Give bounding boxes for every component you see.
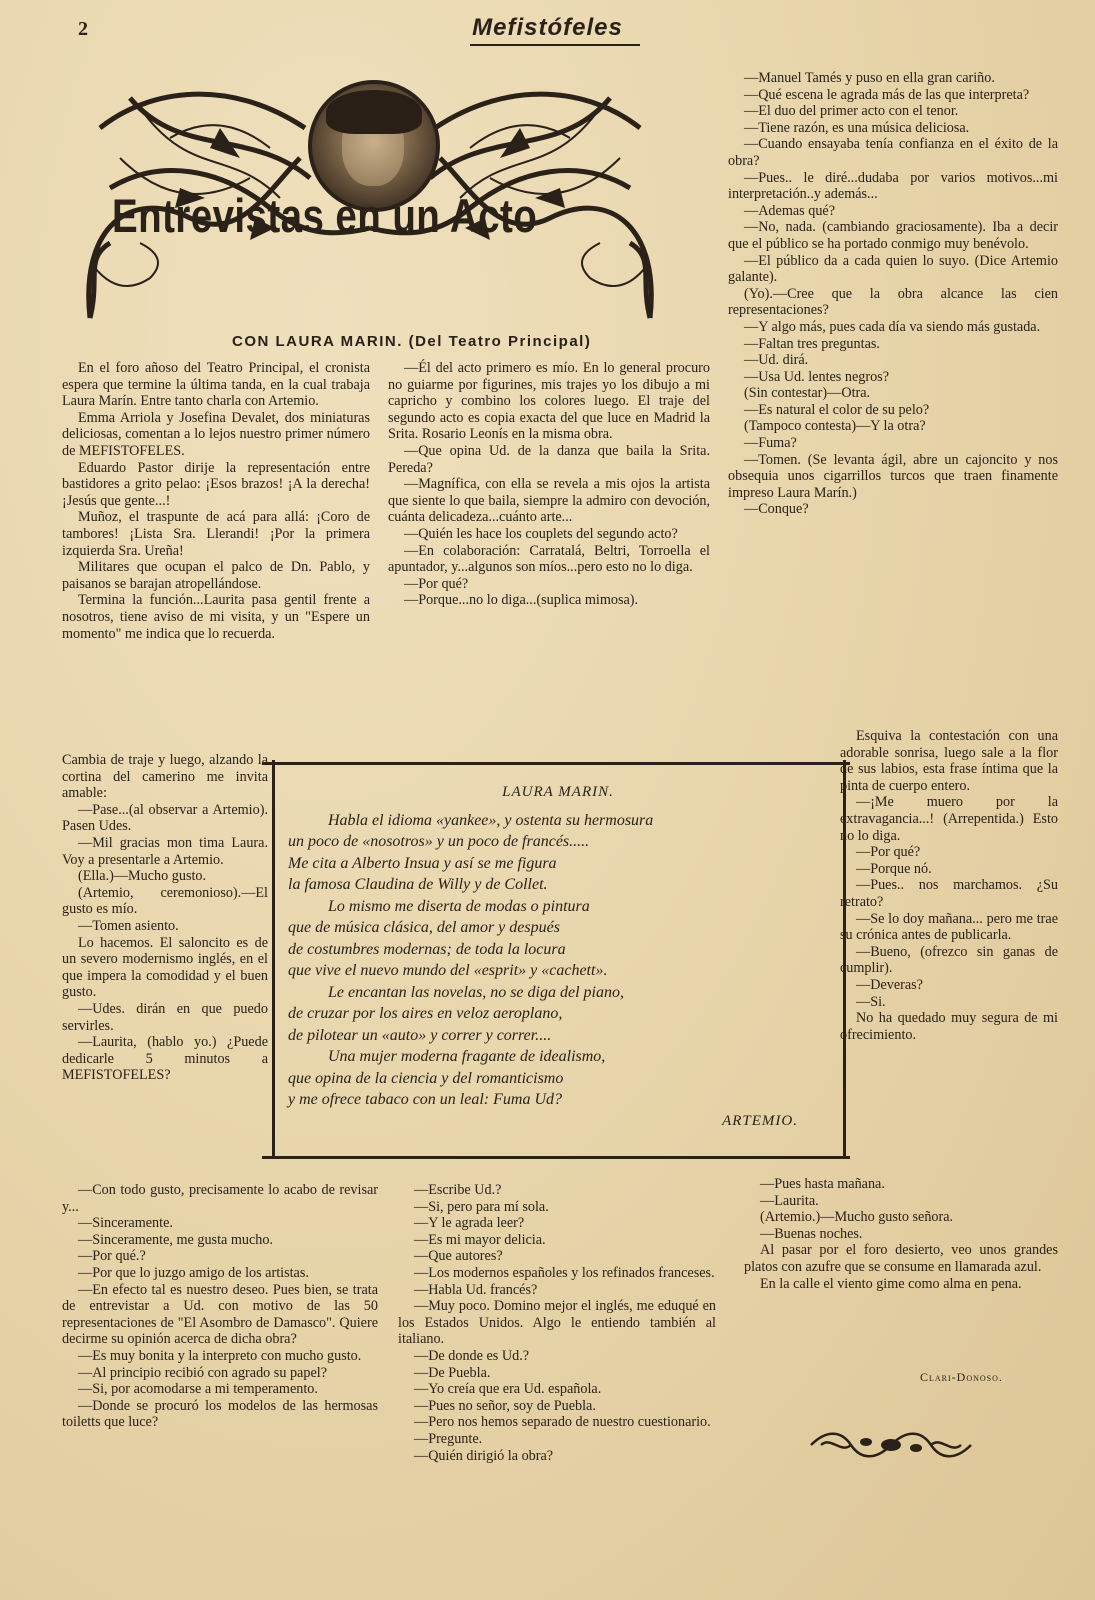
poem-line: de costumbres modernas; de toda la locura — [288, 940, 566, 958]
poem-line: Me cita a Alberto Insua y así se me figura — [288, 854, 557, 872]
paragraph: —Escribe Ud.? — [414, 1182, 502, 1198]
poem-line: que de música clásica, del amor y después — [288, 919, 560, 936]
paragraph: —Pues.. le diré...dudaba por varios motivos...mi interpretación..y además... — [728, 169, 1058, 203]
article-subhead: CON LAURA MARIN. (Del Teatro Principal) — [232, 333, 592, 350]
paragraph: —Magnífica, con ella se revela a mis ojos la artista que siente lo que baila, siempre la admiro con devoción, cuánta delicadeza...cuánto arte... — [388, 476, 710, 526]
paragraph: —Tomen asiento. — [78, 917, 179, 934]
paragraph: —Conque? — [744, 501, 809, 518]
paragraph: —Pero nos hemos separado de nuestro cuestionario. — [414, 1414, 711, 1431]
paragraph: —Fuma? — [744, 435, 797, 452]
paragraph: —Manuel Tamés y puso en ella gran cariño. — [744, 70, 995, 86]
paragraph: —Con todo gusto, precisamente lo acabo de revisar y... — [62, 1182, 378, 1215]
paragraph: Muñoz, el traspunte de acá para allá: ¡Coro de tambores! ¡Lista Sra. Llerandi! ¡Por la primera izquierda Sra. Ureña! — [62, 509, 370, 559]
paragraph: —Porque...no lo diga...(suplica mimosa). — [404, 592, 639, 609]
author-signature: Clari-Donoso. — [920, 1370, 1003, 1384]
paragraph: —En efecto tal es nuestro deseo. Pues bien, se trata de entrevistar a Ud. con motivo de las 50 representaciones de "El Asombro de Damasco". Quiere decirme su opinión acerca de dicha obra? — [62, 1281, 378, 1348]
column-1-middle — [62, 752, 268, 1084]
paragraph: Eduardo Pastor dirije la representación entre bastidores a grito pelao: ¡Esos brazos! ¡A la derecha! ¡Jesús que gente...! — [62, 459, 370, 509]
paragraph: (Artemio.)—Mucho gusto señora. — [760, 1209, 954, 1226]
paragraph: —Udes. dirán en que puedo servirles. — [62, 1000, 268, 1034]
column-2-bottom — [398, 1182, 716, 1464]
paragraph: Esquiva la contestación con una adorable sonrisa, luego sale a la flor de sus labios, esta frase íntima que la pinta de cuerpo entero. — [840, 728, 1058, 794]
masthead-rule — [470, 44, 640, 46]
paragraph: —Cuando ensayaba tenía confianza en el éxito de la obra? — [728, 136, 1058, 169]
paragraph: Termina la función...Laurita pasa gentil frente a nosotros, tiene aviso de mi visita, y un "Espere un momento" me indica que lo recuerda. — [62, 592, 370, 642]
poem-line: Le encantan las novelas, no se diga del piano, — [328, 983, 624, 1001]
paragraph: —Al principio recibió con agrado su papel? — [78, 1364, 327, 1381]
poem-line: de cruzar por los aires en veloz aeroplano, — [288, 1005, 563, 1022]
column-1-bottom — [62, 1182, 378, 1431]
paragraph: —Se lo doy mañana... pero me trae su crónica antes de publicarla. — [840, 910, 1058, 944]
paragraph: —Porque nó. — [856, 860, 932, 877]
paragraph: —Pues no señor, soy de Puebla. — [414, 1397, 596, 1414]
poem-line: que vive el nuevo mundo del «esprit» y «cachett». — [288, 962, 608, 979]
column-1-top — [62, 360, 370, 642]
paragraph: —¡Me muero por la extravagancia...! (Arrepentida.) Esto no lo diga. — [840, 794, 1058, 844]
paragraph: —Ademas qué? — [744, 202, 836, 219]
paragraph: —Pues hasta mañana. — [760, 1176, 885, 1192]
paragraph: —Por qué.? — [78, 1248, 146, 1265]
paragraph: (Yo).—Cree que la obra alcance las cien representaciones? — [728, 285, 1058, 319]
paragraph: —Ud. dirá. — [744, 352, 809, 369]
paragraph: (Tampoco contesta)—Y la otra? — [744, 418, 926, 435]
paragraph: —Buenas noches. — [760, 1225, 863, 1242]
paragraph: Al pasar por el foro desierto, veo unos grandes platos con azufre que se consume en llamarada azul. — [744, 1242, 1058, 1275]
paragraph: —Donde se procuró los modelos de las hermosas toiletts que luce? — [62, 1397, 378, 1431]
paragraph: —Pregunte. — [414, 1430, 483, 1447]
portrait-hair — [326, 90, 422, 134]
fleuron-ornament — [806, 1428, 976, 1462]
paragraph: —Por qué? — [404, 575, 469, 592]
paragraph: —Sinceramente. — [78, 1215, 173, 1232]
paragraph: —Es natural el color de su pelo? — [744, 401, 930, 418]
paragraph: —Los modernos españoles y los refinados franceses. — [414, 1264, 715, 1281]
paragraph: —Si, por acomodarse a mi temperamento. — [78, 1381, 318, 1398]
paragraph: (Sin contestar)—Otra. — [744, 385, 871, 402]
poem — [288, 782, 828, 1132]
paragraph: —Por qué? — [856, 844, 921, 861]
poem-line: que opina de la ciencia y del romanticismo — [288, 1069, 564, 1087]
paragraph: En el foro añoso del Teatro Principal, el cronista espera que termine la última tanda, en la cual trabaja Laura Marín. Entre tanto charla con Artemio. — [62, 360, 370, 410]
paragraph: —Yo creía que era Ud. española. — [414, 1381, 602, 1398]
poem-line: un poco de «nosotros» y un poco de francés..... — [288, 833, 590, 850]
paragraph: —El duo del primer acto con el tenor. — [744, 103, 959, 120]
poem-title: LAURA MARIN. — [502, 784, 614, 800]
poem-author: ARTEMIO. — [722, 1112, 798, 1129]
paragraph: —No, nada. (cambiando graciosamente). Iba a decir que el público se ha portado conmigo muy benévolo. — [728, 219, 1058, 252]
column-3-bottom — [744, 1176, 1058, 1292]
poem-line: la famosa Claudina de Willy y de Collet. — [288, 876, 548, 893]
column-3-top — [728, 70, 1058, 518]
paragraph: En la calle el viento gime como alma en pena. — [760, 1275, 1022, 1292]
paragraph: Emma Arriola y Josefina Devalet, dos miniaturas deliciosas, comentan a lo lejos nuestro primer número de MEFISTOFELES. — [62, 409, 370, 459]
paragraph: Cambia de traje y luego, alzando la cortina del camerino me invita amable: — [62, 752, 268, 802]
paragraph: —De Puebla. — [414, 1364, 491, 1381]
paragraph: —Deveras? — [856, 976, 923, 993]
paragraph: No ha quedado muy segura de mi ofrecimiento. — [840, 1010, 1058, 1043]
paragraph: —Y algo más, pues cada día va siendo más gustada. — [744, 318, 1041, 335]
paragraph: —Laurita, (hablo yo.) ¿Puede dedicarle 5 minutos a MEFISTOFELES? — [62, 1034, 268, 1084]
paragraph: —Sinceramente, me gusta mucho. — [78, 1231, 274, 1248]
paragraph: —Muy poco. Domino mejor el inglés, me eduqué en los Estados Unidos. Algo le entiendo también al italiano. — [398, 1298, 716, 1348]
paragraph: —Es mi mayor delicia. — [414, 1231, 546, 1248]
paragraph: —Si. — [856, 993, 886, 1010]
paragraph: —Faltan tres preguntas. — [744, 335, 880, 352]
paragraph: —Usa Ud. lentes negros? — [744, 368, 889, 385]
article-headline: Entrevistas en un Acto — [112, 189, 538, 242]
paragraph: Militares que ocupan el palco de Dn. Pablo, y paisanos se barajan atropellándose. — [62, 559, 370, 592]
paragraph: —Si, pero para mí sola. — [414, 1198, 549, 1215]
paragraph: —El público da a cada quien lo suyo. (Dice Artemio galante). — [728, 252, 1058, 286]
paragraph: —Quién les hace los couplets del segundo acto? — [404, 525, 678, 542]
column-3-middle — [840, 728, 1058, 1043]
paragraph: —Por que lo juzgo amigo de los artistas. — [78, 1264, 309, 1281]
paragraph: —Qué escena le agrada más de las que interpreta? — [744, 86, 1030, 103]
paragraph: —En colaboración: Carratalá, Beltri, Torroella el apuntador, y...algunos son míos...pero esto no lo diga. — [388, 542, 710, 576]
paragraph: —Él del acto primero es mío. En lo general procuro no guiarme por figurines, mis trajes yo los dibujo a mi capricho y combino los colores luego. El traje del segundo acto es copia exacta del que luce en Madrid la Srita. Rosario Leonís en la misma obra. — [388, 360, 710, 443]
paragraph: —De donde es Ud.? — [414, 1347, 530, 1364]
paragraph: —Y le agrada leer? — [414, 1215, 525, 1232]
paragraph: —Que opina Ud. de la danza que baila la Srita. Pereda? — [388, 442, 710, 476]
paragraph: —Tiene razón, es una música deliciosa. — [744, 119, 970, 136]
masthead: Mefistófeles — [472, 14, 623, 41]
paragraph: —Quién dirigió la obra? — [414, 1447, 554, 1464]
paragraph: —Pase...(al observar a Artemio). Pasen Udes. — [62, 801, 268, 835]
poem-line: y me ofrece tabaco con un leal: Fuma Ud? — [288, 1091, 562, 1108]
poem-line: Una mujer moderna fragante de idealismo, — [328, 1048, 606, 1065]
paragraph: —Es muy bonita y la interpreto con mucho gusto. — [78, 1347, 362, 1364]
poem-box-bottom-rule — [262, 1156, 850, 1159]
paragraph: —Bueno, (ofrezco sin ganas de cumplir). — [840, 943, 1058, 977]
paragraph: —Habla Ud. francés? — [414, 1281, 538, 1298]
paragraph: —Tomen. (Se levanta ágil, abre un cajoncito y nos obsequia unos cigarrillos turcos que traen finamente impreso Laura Marín.) — [728, 451, 1058, 501]
paragraph: —Laurita. — [760, 1192, 819, 1209]
paragraph: (Artemio, ceremonioso).—El gusto es mío. — [62, 884, 268, 918]
poem-line: Habla el idioma «yankee», y ostenta su hermosura — [328, 811, 654, 829]
paragraph: —Pues.. nos marchamos. ¿Su retrato? — [840, 877, 1058, 910]
page-number: 2 — [78, 18, 88, 40]
paragraph: —Que autores? — [414, 1248, 503, 1265]
paragraph: (Ella.)—Mucho gusto. — [78, 868, 207, 885]
poem-line: de pilotear un «auto» y correr y correr.... — [288, 1026, 552, 1044]
poem-line: Lo mismo me diserta de modas o pintura — [328, 897, 590, 915]
paragraph: —Mil gracias mon tima Laura. Voy a presentarle a Artemio. — [62, 834, 268, 868]
paragraph: Lo hacemos. El saloncito es de un severo modernismo inglés, en el que impera la comodidad y el buen gusto. — [62, 934, 268, 1001]
column-2-top — [388, 360, 710, 609]
